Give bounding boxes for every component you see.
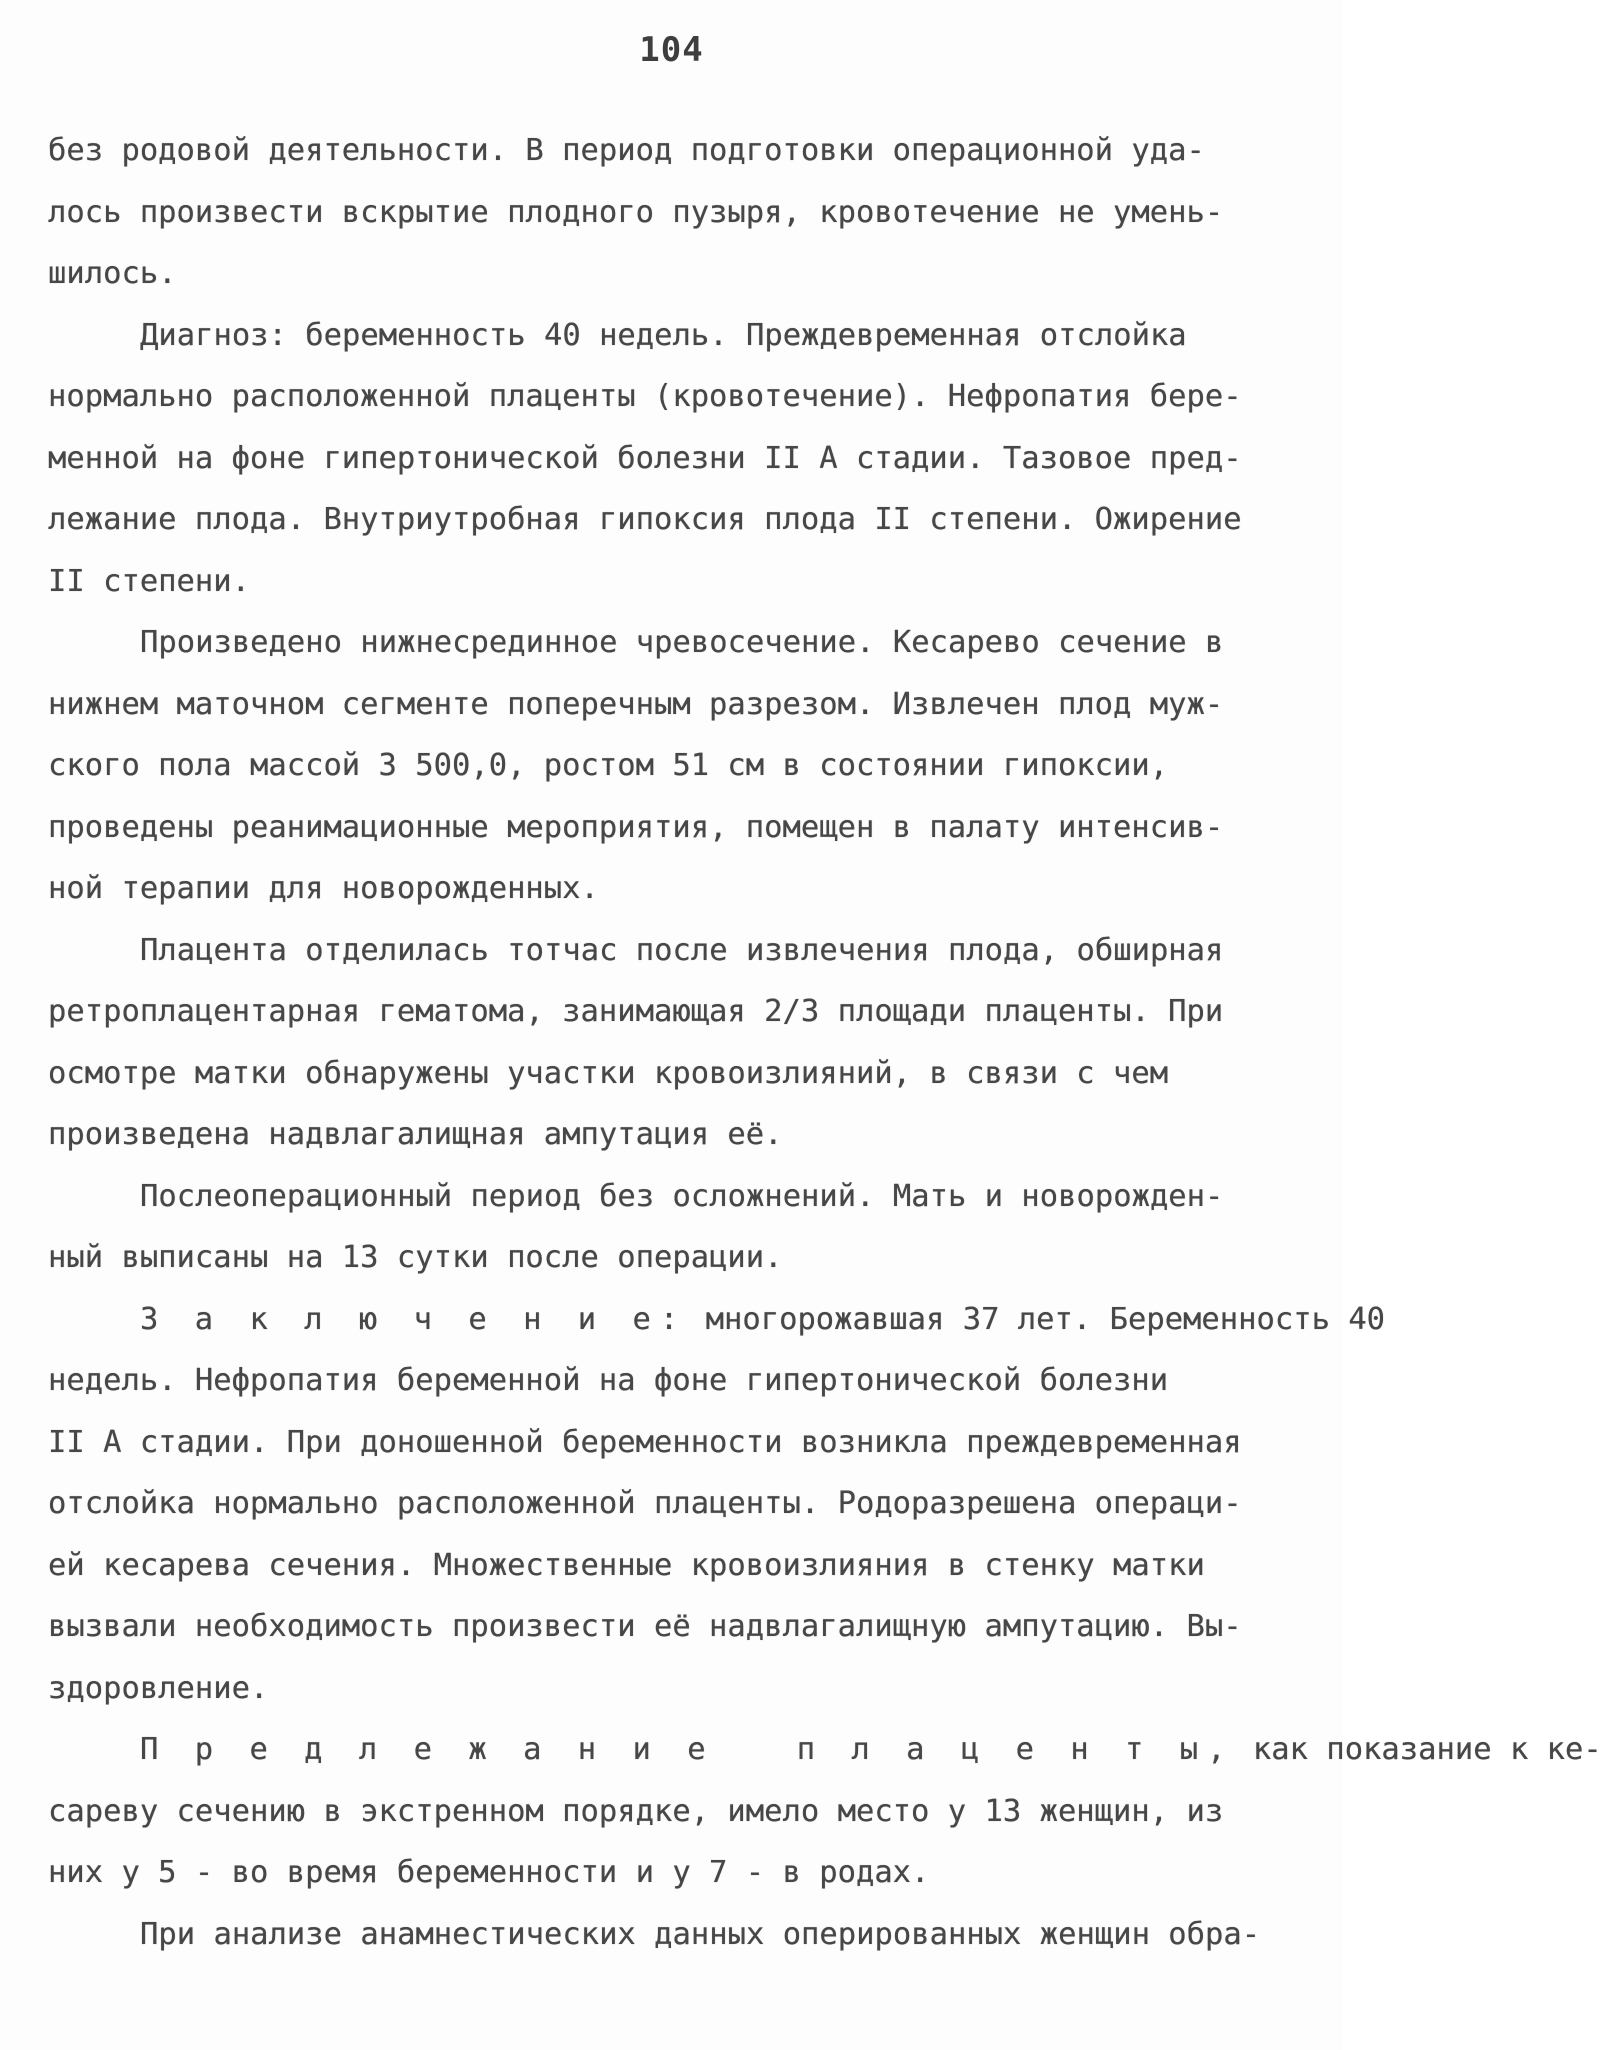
text-line — [48, 1289, 1386, 1351]
line-text: здоровление. — [48, 1670, 269, 1706]
line-text: нижнем маточном сегменте поперечным разрезом. Извлечен плод муж- — [48, 686, 1224, 722]
text-line — [48, 243, 1298, 305]
text-line — [48, 1781, 1298, 1843]
text-line — [48, 1535, 1298, 1597]
text-line — [48, 489, 1298, 551]
text-line — [48, 612, 1298, 674]
text-line — [48, 551, 1298, 613]
line-text: многорожавшая 37 лет. Беременность 40 — [687, 1301, 1386, 1337]
body-text — [48, 120, 1602, 1965]
text-line — [48, 1658, 1298, 1720]
line-text: недель. Нефропатия беременной на фоне гипертонической болезни — [48, 1363, 1169, 1398]
line-text: сареву сечению в экстренном порядке, имело место у 13 женщин, из — [48, 1793, 1224, 1829]
text-line — [48, 1227, 1298, 1289]
text-line — [48, 1104, 1298, 1166]
text-line — [48, 858, 1298, 920]
line-text: без родовой деятельности. В период подготовки операционной уда- — [48, 133, 1205, 168]
spaced-heading: З а к л ю ч е н и е: — [140, 1301, 688, 1337]
text-line — [48, 305, 1298, 367]
line-text: осмотре матки обнаружены участки кровоизлияний, в связи с чем — [48, 1055, 1169, 1091]
line-text: нормально расположенной плаценты (кровотечение). Нефропатия бере- — [48, 379, 1242, 414]
page-number: 104 — [639, 30, 704, 70]
text-line — [48, 735, 1298, 797]
line-text: них у 5 - во время беременности и у 7 - в родах. — [48, 1855, 930, 1890]
text-line — [48, 428, 1298, 490]
text-line — [48, 674, 1298, 736]
line-text: шилось. — [48, 256, 177, 291]
text-line — [48, 1904, 1298, 1966]
line-text: отслойка нормально расположенной плаценты. Родоразрешена операци- — [48, 1486, 1242, 1521]
text-line — [48, 120, 1298, 182]
line-text: Послеоперационный период без осложнений. Мать и новорожден- — [140, 1178, 1224, 1214]
line-text: При анализе анамнестических данных оперированных женщин обра- — [140, 1916, 1261, 1952]
line-text: ей кесарева сечения. Множественные кровоизлияния в стенку матки — [48, 1547, 1205, 1583]
text-line — [48, 366, 1298, 428]
line-text: вызвали необходимость произвести её надвлагалищную ампутацию. Вы- — [48, 1609, 1242, 1644]
text-line — [48, 920, 1298, 982]
text-line — [48, 1719, 1602, 1781]
line-text: менной на фоне гипертонической болезни II А стадии. Тазовое пред- — [48, 440, 1242, 476]
line-text: Диагноз: беременность 40 недель. Преждевременная отслойка — [140, 317, 1187, 353]
text-line — [48, 1842, 1298, 1904]
line-text: II А стадии. При доношенной беременности возникла преждевременная — [48, 1424, 1242, 1460]
text-line — [48, 1473, 1298, 1535]
line-text: лежание плода. Внутриутробная гипоксия плода II степени. Ожирение — [48, 502, 1242, 537]
line-text: ной терапии для новорожденных. — [48, 871, 599, 906]
line-text: проведены реанимационные мероприятия, помещен в палату интенсив- — [48, 809, 1224, 845]
line-text: как показание к ке- — [1234, 1732, 1602, 1767]
line-text: ского пола массой 3 500,0, ростом 51 см в состоянии гипоксии, — [48, 748, 1169, 783]
text-line — [48, 1043, 1298, 1105]
text-line — [48, 182, 1298, 244]
line-text: произведена надвлагалищная ампутация её. — [48, 1117, 783, 1152]
line-text: ретроплацентарная гематома, занимающая 2/3 площади плаценты. При — [48, 994, 1224, 1029]
line-text: лось произвести вскрытие плодного пузыря, кровотечение не умень- — [48, 194, 1224, 230]
text-line — [48, 1166, 1298, 1228]
spaced-heading: П р е д л е ж а н и е п л а ц е н т ы, — [140, 1732, 1235, 1767]
text-line — [48, 1596, 1298, 1658]
line-text: Плацента отделилась тотчас после извлечения плода, обширная — [140, 932, 1224, 968]
line-text: Произведено нижнесрединное чревосечение. Кесарево сечение в — [140, 625, 1224, 660]
text-line — [48, 981, 1298, 1043]
line-text: ный выписаны на 13 сутки после операции. — [48, 1240, 783, 1275]
text-line — [48, 1350, 1298, 1412]
line-text: II степени. — [48, 563, 250, 599]
text-line — [48, 797, 1298, 859]
text-line — [48, 1412, 1298, 1474]
